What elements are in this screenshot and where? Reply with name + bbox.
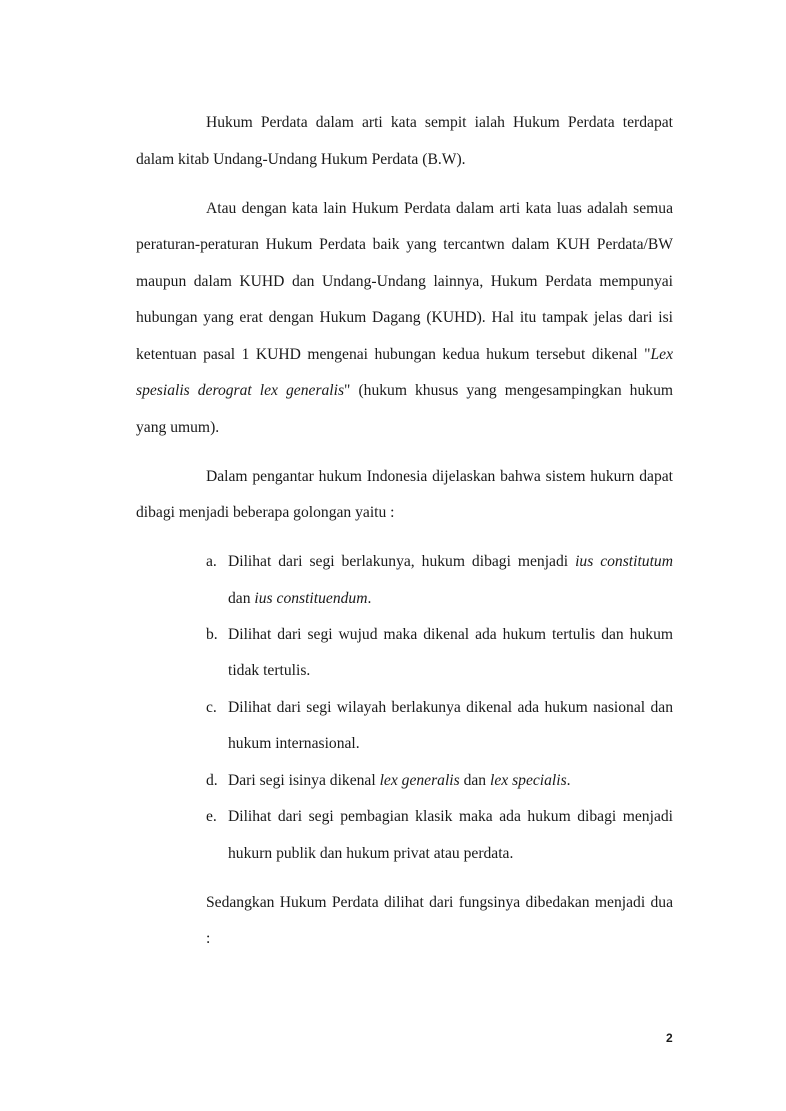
list-item-a-line-2-period: .: [367, 590, 372, 607]
paragraph-2-line-2: peraturan-peraturan Hukum Perdata baik yang tercantwn dalam KUH Perdata/BW: [136, 236, 673, 253]
list-item-a-text: Dilihat dari segi berlakunya, hukum dibagi menjadi: [228, 553, 576, 570]
list-item-a-line-2: [228, 589, 673, 609]
paragraph-2-line-7: yang umum).: [136, 419, 220, 436]
paragraph-3-line-1: Dalam pengantar hukum Indonesia dijelaskan bahwa sistem hukurn dapat: [206, 468, 673, 485]
list-item-d-text-1: Dari segi isinya dikenal: [228, 772, 380, 789]
paragraph-2-line-5: [136, 345, 673, 365]
paragraph-2-line-5-text: ketentuan pasal 1 KUHD mengenai hubungan kedua hukum tersebut dikenal ": [136, 346, 651, 363]
list-item-c-line-1: Dilihat dari segi wilayah berlakunya dikenal ada hukum nasional dan: [228, 699, 673, 716]
list-item-e-marker: e.: [206, 808, 217, 825]
list-item-d-text-2: dan: [459, 772, 490, 789]
paragraph-2-line-5-italic: Lex: [650, 346, 673, 363]
paragraph-2-line-6-italic: spesialis derograt lex generalis: [136, 382, 345, 399]
paragraph-1-line-1: Hukum Perdata dalam arti kata sempit ialah Hukum Perdata terdapat: [206, 114, 673, 131]
list-item-b-marker: b.: [206, 626, 218, 643]
list-item-a-line-2-text: dan: [228, 590, 255, 607]
page-number: 2: [666, 1031, 673, 1045]
list-item-a-italic: ius constitutum: [575, 553, 673, 570]
list-item-a-marker: a.: [206, 553, 217, 570]
list-item-a-line-1: [228, 552, 673, 572]
list-item-a-line-2-italic: ius constituendum: [254, 590, 368, 607]
paragraph-4-line-2: :: [206, 930, 211, 947]
list-item-d-italic-1: lex generalis: [379, 772, 460, 789]
list-item-b-line-2: tidak tertulis.: [228, 662, 311, 679]
paragraph-1-line-2: dalam kitab Undang-Undang Hukum Perdata (B.W).: [136, 151, 466, 168]
paragraph-4-line-1: Sedangkan Hukum Perdata dilihat dari fungsinya dibedakan menjadi dua: [206, 894, 673, 911]
list-item-c-line-2: hukum internasional.: [228, 735, 360, 752]
paragraph-2-line-3: maupun dalam KUHD dan Undang-Undang lainnya, Hukum Perdata mempunyai: [136, 273, 673, 290]
list-item-e-line-1: Dilihat dari segi pembagian klasik maka ada hukum dibagi menjadi: [228, 808, 673, 825]
paragraph-3-line-2: dibagi menjadi beberapa golongan yaitu :: [136, 504, 395, 521]
list-item-e-line-2: hukurn publik dan hukum privat atau perdata.: [228, 845, 514, 862]
paragraph-2-line-6-text: " (hukum khusus yang mengesampingkan hukum: [344, 382, 673, 399]
list-item-d-line-1: [228, 771, 673, 791]
list-item-d-italic-2: lex specialis: [490, 772, 567, 789]
list-item-d-marker: d.: [206, 772, 218, 789]
paragraph-2-line-6: [136, 381, 673, 401]
paragraph-2-line-1: Atau dengan kata lain Hukum Perdata dalam arti kata luas adalah semua: [206, 200, 673, 217]
list-item-d-period: .: [566, 772, 571, 789]
list-item-b-line-1: Dilihat dari segi wujud maka dikenal ada hukum tertulis dan hukum: [228, 626, 673, 643]
list-item-c-marker: c.: [206, 699, 217, 716]
paragraph-2-line-4: hubungan yang erat dengan Hukum Dagang (KUHD). Hal itu tampak jelas dari isi: [136, 309, 673, 326]
